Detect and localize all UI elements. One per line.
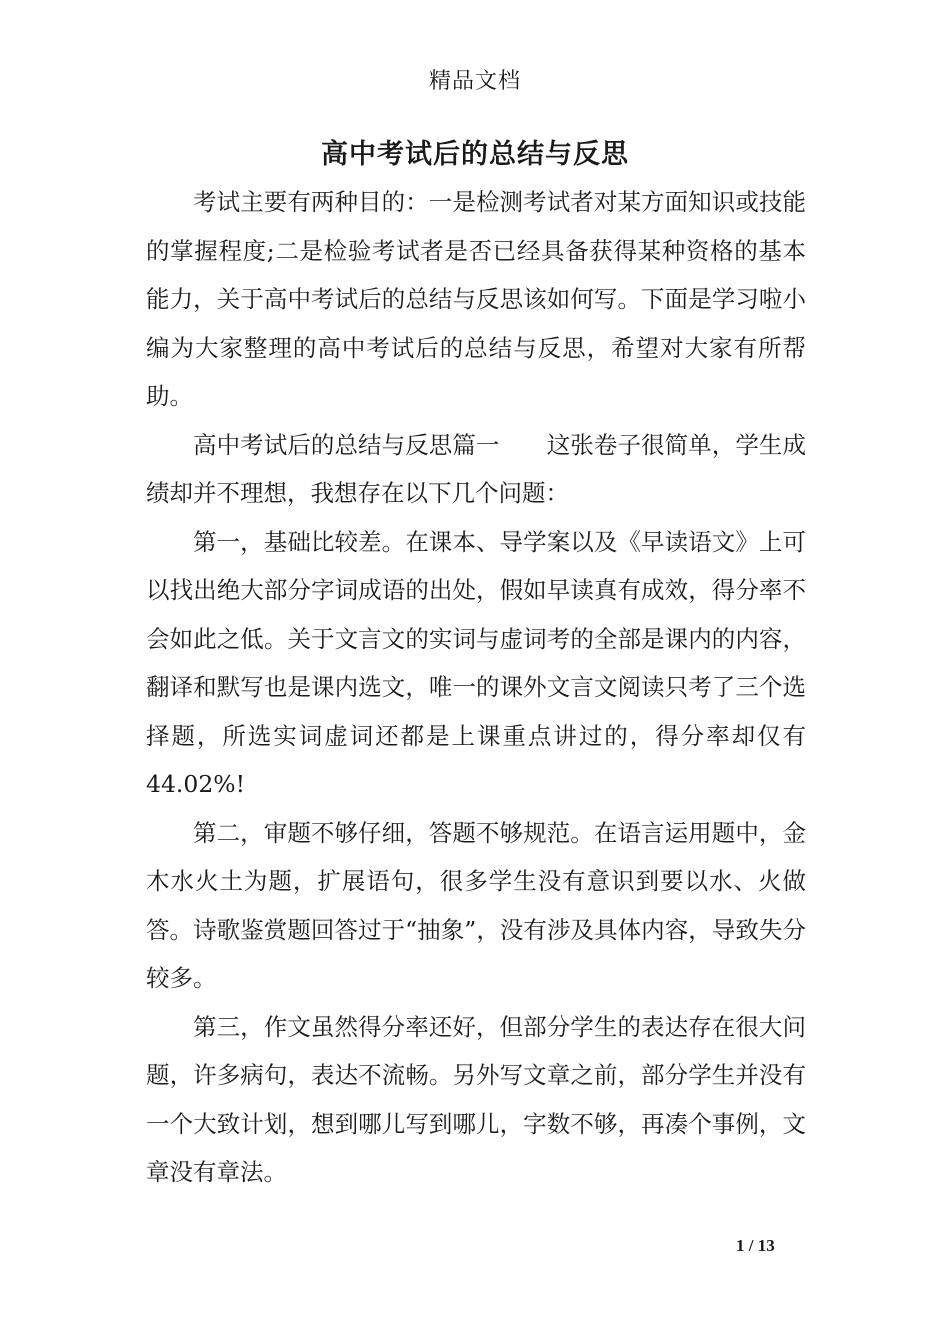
- document-title: 高中考试后的总结与反思: [321, 139, 629, 170]
- page-number: 1 / 13: [736, 1236, 775, 1255]
- document-body: [146, 178, 806, 1197]
- paragraph-point-one: 第一，基础比较差。在课本、导学案以及《早读语文》上可以找出绝大部分字词成语的出处，假如早读真有成效，得分率不会如此之低。关于文言文的实词与虚词考的全部是课内的内容，翻译和默写也是课内选文，唯一的课外文言文阅读只考了三个选择题，所选实词虚词还都是上课重点讲过的，得分率却仅有44.02%!: [146, 527, 806, 798]
- paragraph-intro: 考试主要有两种目的：一是检测考试者对某方面知识或技能的掌握程度;二是检验考试者是否已经具备获得某种资格的基本能力，关于高中考试后的总结与反思该如何写。下面是学习啦小编为大家整理的高中考试后的总结与反思，希望对大家有所帮助。: [146, 188, 806, 410]
- page-header: 精品文档: [428, 69, 521, 94]
- paragraph-point-three: 第三，作文虽然得分率还好，但部分学生的表达存在很大问题，许多病句，表达不流畅。另外写文章之前，部分学生并没有一个大致计划，想到哪儿写到哪儿，字数不够，再凑个事例，文章没有章法。: [146, 1012, 806, 1186]
- paragraph-point-two: 第二，审题不够仔细，答题不够规范。在语言运用题中，金木水火土为题，扩展语句，很多学生没有意识到要以水、火做答。诗歌鉴赏题回答过于“抽象”，没有涉及具体内容，导致失分较多。: [146, 818, 806, 992]
- paragraph-part-one: 高中考试后的总结与反思篇一 这张卷子很简单，学生成绩却并不理想，我想存在以下几个问题：: [146, 430, 806, 507]
